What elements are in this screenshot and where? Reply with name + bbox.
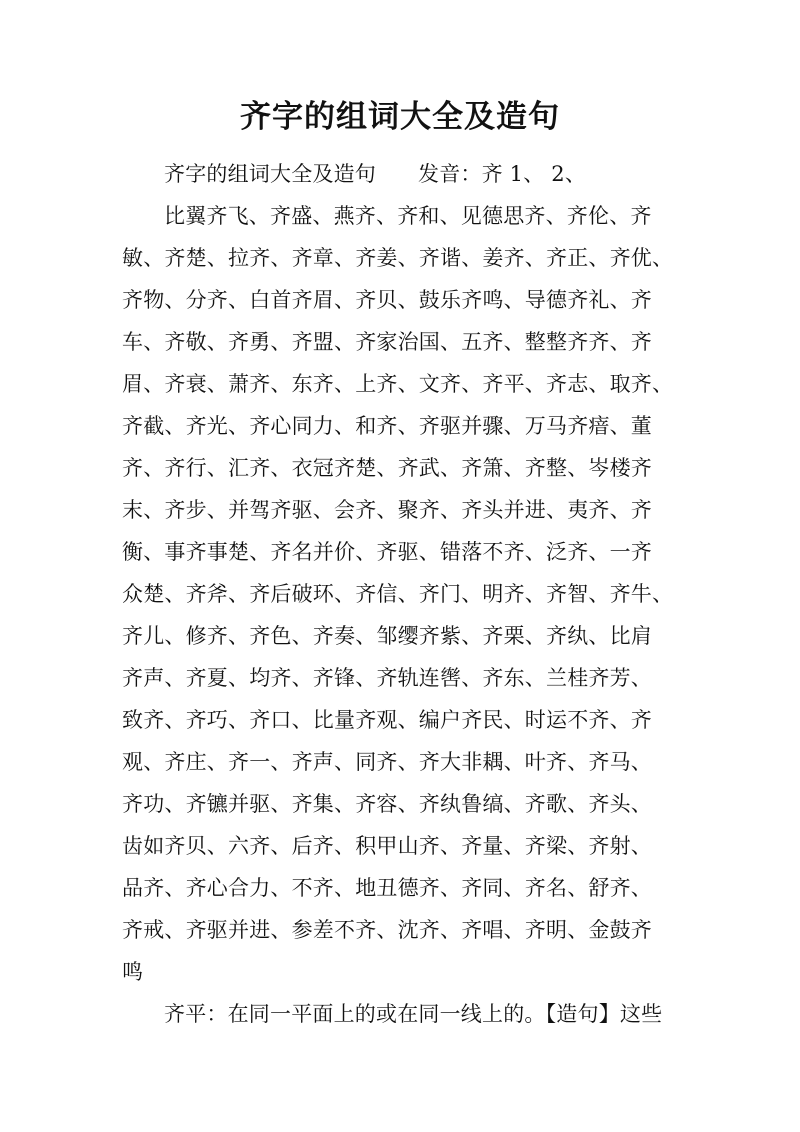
word-list-line: 观、齐庄、齐一、齐声、同齐、齐大非耦、叶齐、齐马、 <box>122 750 652 774</box>
word-list-line: 致齐、齐巧、齐口、比量齐观、编户齐民、时运不齐、齐 <box>122 708 652 732</box>
word-list-line: 齐、齐行、汇齐、衣冠齐楚、齐武、齐箫、齐整、岑楼齐 <box>122 456 652 480</box>
word-list-line: 齐截、齐光、齐心同力、和齐、齐驱并骤、万马齐瘖、董 <box>122 414 652 438</box>
subtitle-text: 齐字的组词大全及造句 <box>164 162 376 186</box>
pronunciation-text: 发音：齐 1、 2、 <box>418 162 587 186</box>
word-list-line: 末、齐步、并驾齐驱、会齐、聚齐、齐头并进、夷齐、齐 <box>122 498 652 522</box>
word-list-line: 齐声、齐夏、均齐、齐锋、齐轨连辔、齐东、兰桂齐芳、 <box>122 666 652 690</box>
subtitle-line <box>164 159 586 189</box>
word-list-line: 品齐、齐心合力、不齐、地丑德齐、齐同、齐名、舒齐、 <box>122 876 652 900</box>
word-list-line: 车、齐敬、齐勇、齐盟、齐家治国、五齐、整整齐齐、齐 <box>122 330 652 354</box>
word-list-line: 齐功、齐镳并驱、齐集、齐容、齐纨鲁缟、齐歌、齐头、 <box>122 792 652 816</box>
word-list-line: 齐儿、修齐、齐色、齐奏、邹缨齐紫、齐栗、齐纨、比肩 <box>122 624 652 648</box>
page-title: 齐字的组词大全及造句 <box>240 99 560 135</box>
word-list-line: 敏、齐楚、拉齐、齐章、齐姜、齐谐、姜齐、齐正、齐优、 <box>122 246 674 270</box>
word-list-line: 鸣 <box>122 960 144 984</box>
example-sentence-line: 齐平：在同一平面上的或在同一线上的。【造句】这些 <box>164 1002 663 1026</box>
word-list-line: 齐戒、齐驱并进、参差不齐、沈齐、齐唱、齐明、金鼓齐 <box>122 918 652 942</box>
word-list-line: 衡、事齐事楚、齐名并价、齐驱、错落不齐、泛齐、一齐 <box>122 540 652 564</box>
word-list-line: 眉、齐衰、萧齐、东齐、上齐、文齐、齐平、齐志、取齐、 <box>122 372 674 396</box>
word-list-line: 众楚、齐斧、齐后破环、齐信、齐门、明齐、齐智、齐牛、 <box>122 582 674 606</box>
word-list-line: 齿如齐贝、六齐、后齐、积甲山齐、齐量、齐梁、齐射、 <box>122 834 652 858</box>
word-list-line: 齐物、分齐、白首齐眉、齐贝、鼓乐齐鸣、导德齐礼、齐 <box>122 288 652 312</box>
word-list-line: 比翼齐飞、齐盛、燕齐、齐和、见德思齐、齐伦、齐 <box>164 204 652 228</box>
